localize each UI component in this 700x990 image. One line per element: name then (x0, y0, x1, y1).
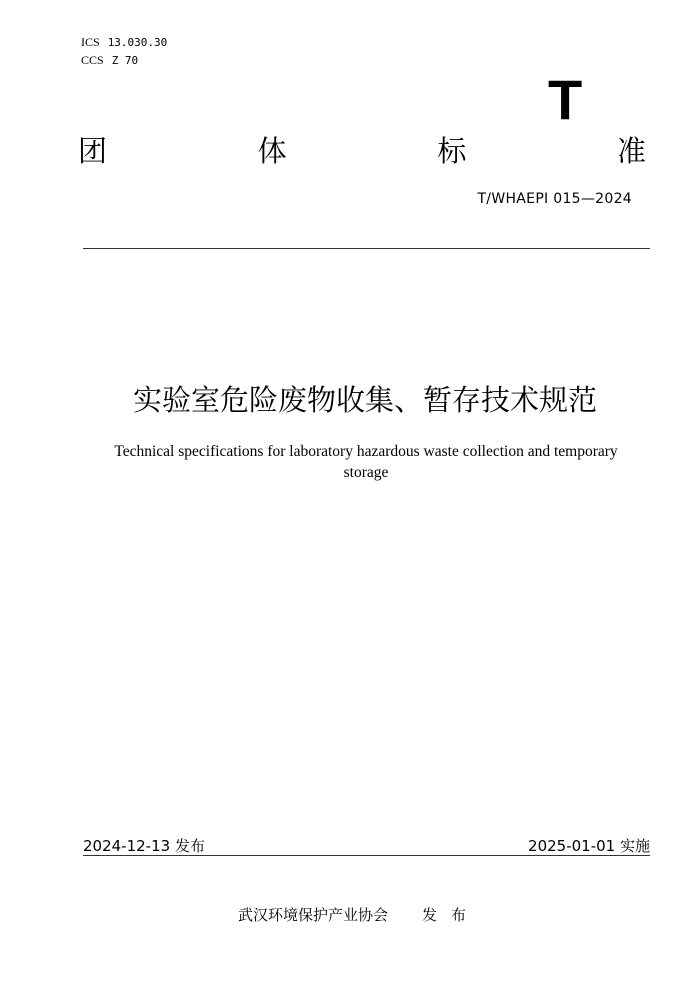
publish-action: 发布 (422, 906, 481, 924)
standard-type-char: 团 (78, 134, 108, 168)
publisher-line (238, 904, 480, 925)
publisher-organization: 武汉环境保护产业协会 (238, 906, 389, 924)
bottom-divider (83, 855, 650, 856)
title-english: Technical specifications for laboratory hazardous waste collection and temporary storage (114, 443, 618, 481)
standard-type-char: 标 (437, 134, 467, 168)
ccs-value: Z 70 (111, 54, 139, 67)
standard-mark: T (548, 68, 583, 131)
title-chinese: 实验室危险废物收集、暂存技术规范 (132, 383, 597, 417)
ics-code (81, 35, 167, 50)
ccs-code (81, 53, 138, 68)
ics-label: ICS (81, 35, 100, 49)
top-divider (83, 248, 650, 249)
ccs-label: CCS (81, 53, 104, 67)
standard-type-char: 体 (257, 134, 287, 168)
issue-date: 2024-12-13 发布 (83, 837, 205, 855)
standard-number: T/WHAEPI 015—2024 (477, 191, 632, 207)
standard-type-char: 准 (616, 134, 646, 168)
ics-value: 13.030.30 (107, 36, 168, 49)
standard-type-heading (78, 134, 646, 168)
implementation-date: 2025-01-01 实施 (528, 837, 650, 855)
